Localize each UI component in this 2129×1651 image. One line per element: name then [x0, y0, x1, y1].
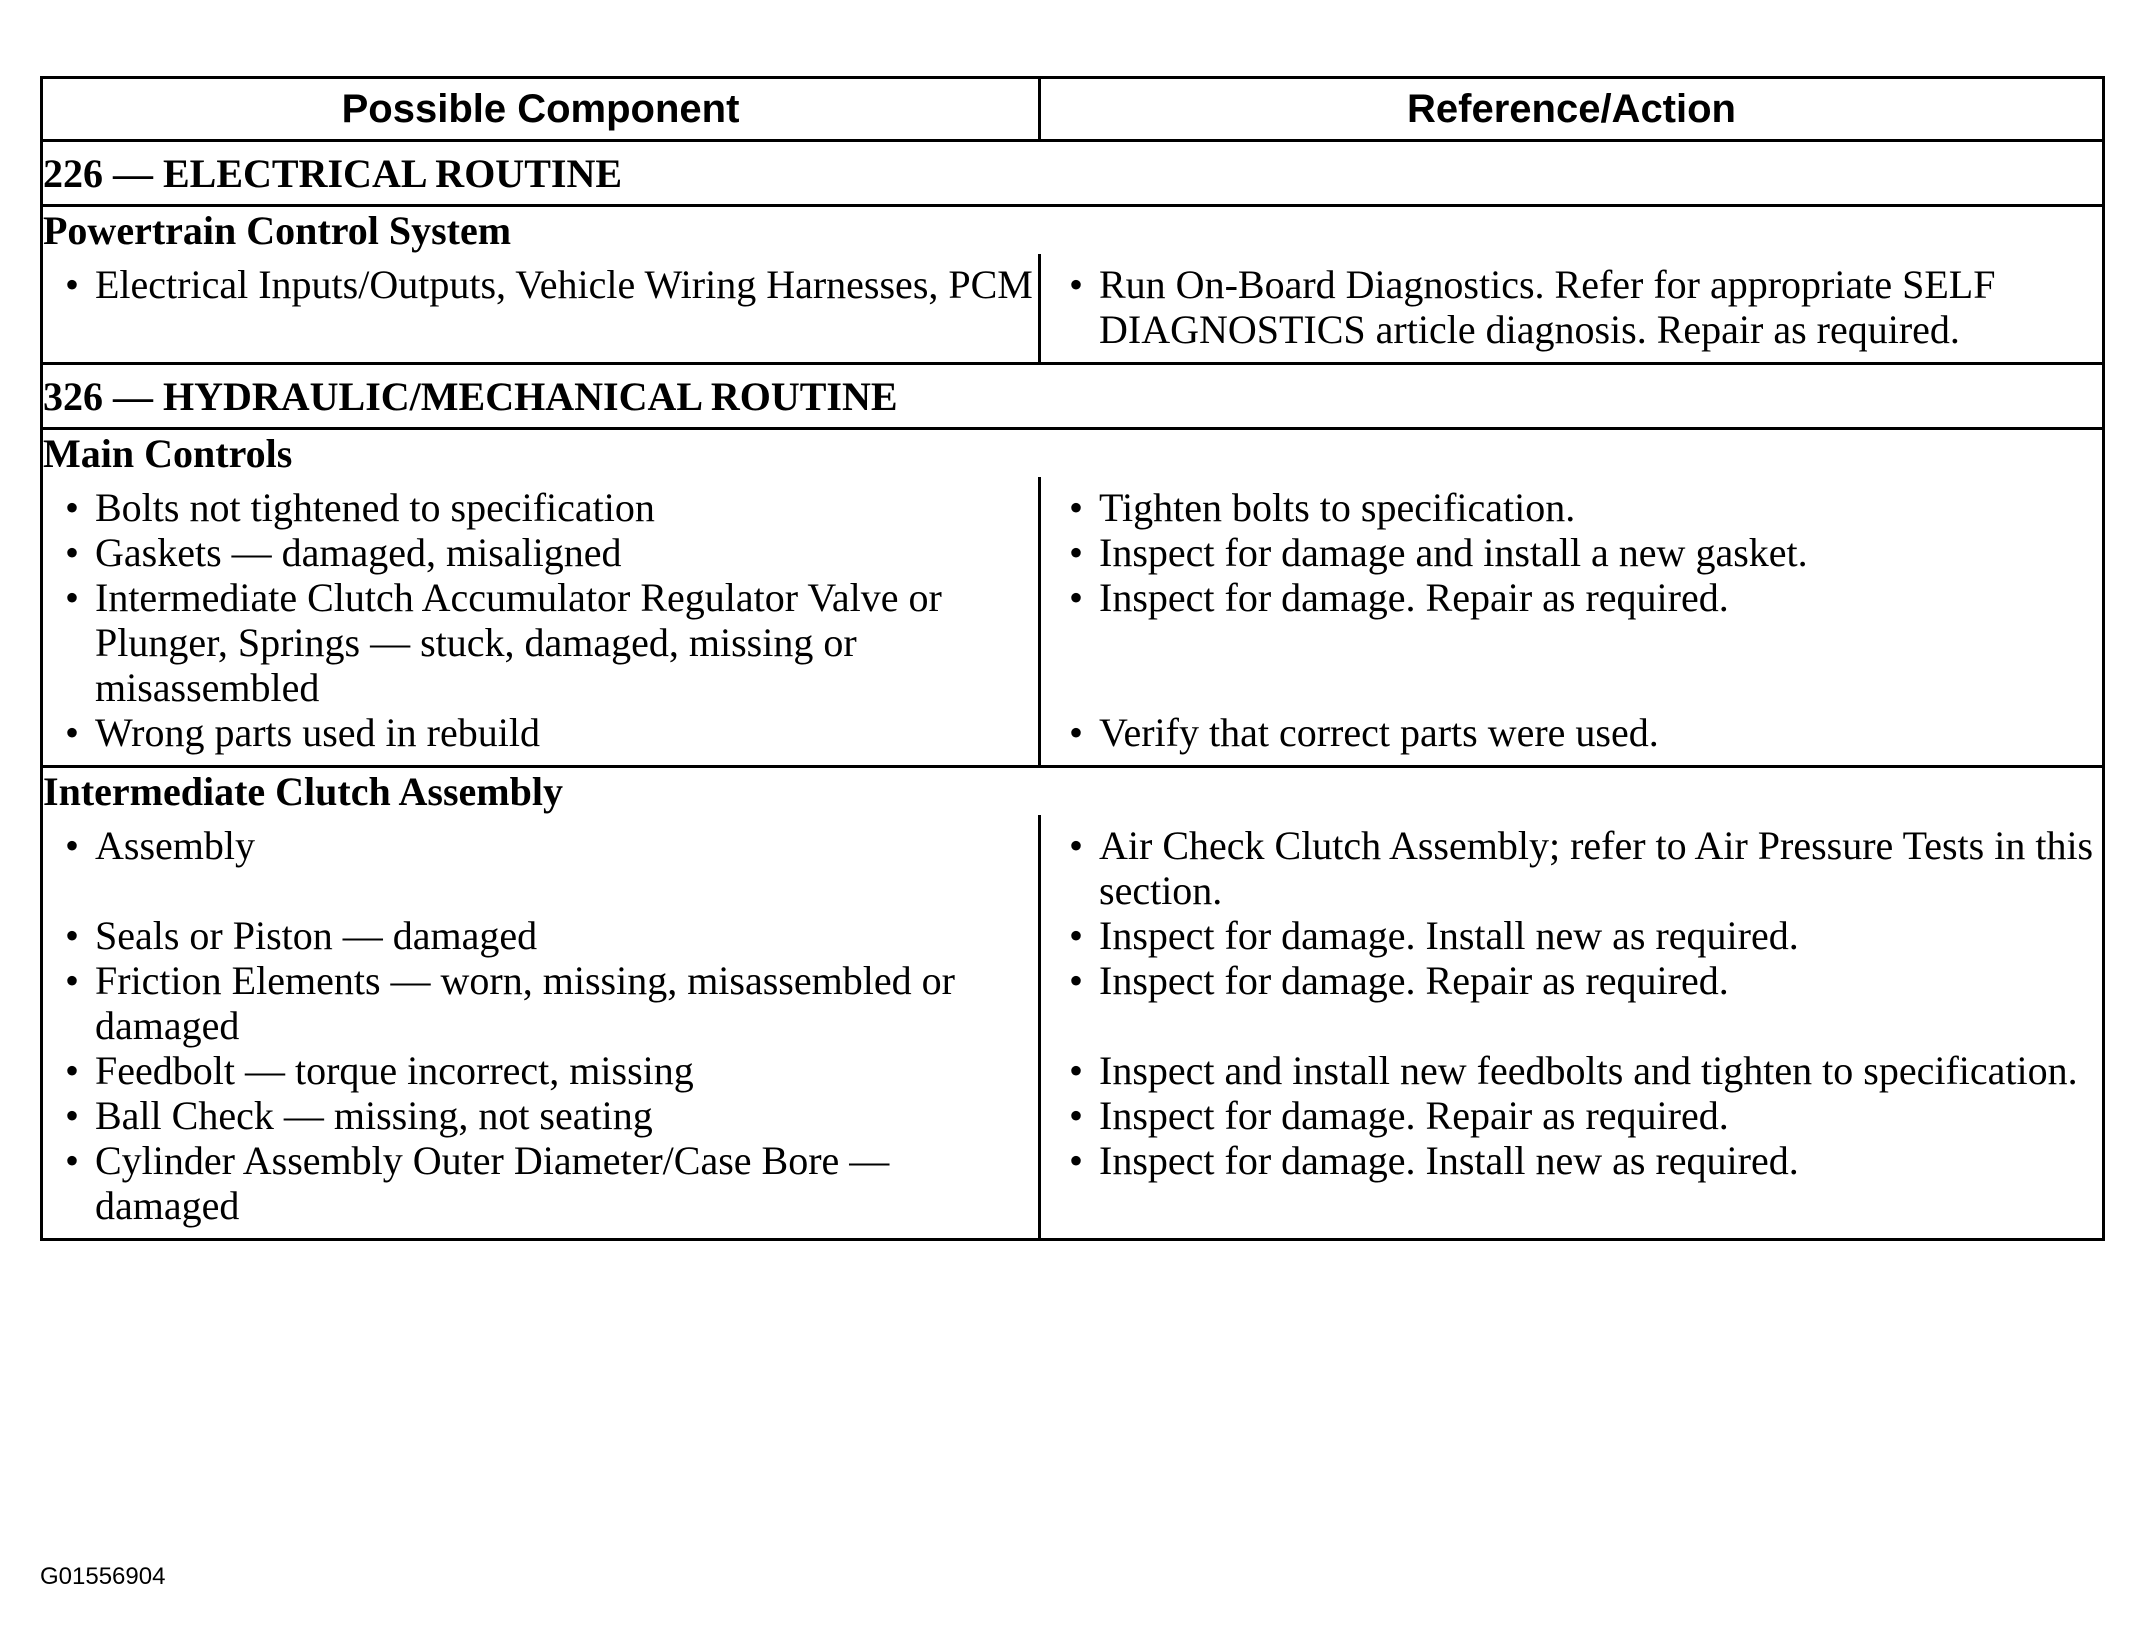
action-cell [1040, 254, 2104, 364]
table-row [42, 575, 2104, 710]
action-cell [1040, 958, 2104, 1048]
component-cell [42, 1048, 1040, 1093]
action-text: Inspect for damage and install a new gasket. [1099, 530, 1808, 575]
component-cell [42, 958, 1040, 1048]
group-title: Main Controls [42, 429, 2104, 478]
header-possible-component: Possible Component [42, 78, 1040, 141]
group-title: Powertrain Control System [42, 206, 2104, 255]
component-text: Ball Check — missing, not seating [95, 1093, 653, 1138]
table-row [42, 710, 2104, 767]
component-cell [42, 1093, 1040, 1138]
table-row [42, 477, 2104, 530]
bullet-icon: • [1068, 710, 1083, 755]
action-cell [1040, 815, 2104, 913]
bullet-icon: • [1068, 575, 1083, 620]
component-cell [42, 575, 1040, 710]
table-row [42, 530, 2104, 575]
component-cell [42, 1138, 1040, 1240]
section-title: 326 — HYDRAULIC/MECHANICAL ROUTINE [42, 364, 2104, 429]
action-cell [1040, 913, 2104, 958]
group-row [42, 206, 2104, 255]
bullet-icon: • [64, 575, 79, 620]
table-row [42, 1138, 2104, 1240]
component-cell [42, 254, 1040, 364]
bullet-icon: • [64, 958, 79, 1003]
group-row [42, 429, 2104, 478]
component-text: Electrical Inputs/Outputs, Vehicle Wiring Harnesses, PCM [95, 262, 1033, 307]
action-cell [1040, 1048, 2104, 1093]
action-text: Inspect for damage. Install new as required. [1099, 1138, 1799, 1183]
section-row [42, 364, 2104, 429]
component-cell [42, 530, 1040, 575]
component-text: Seals or Piston — damaged [95, 913, 538, 958]
action-text: Verify that correct parts were used. [1099, 710, 1659, 755]
section-title: 226 — ELECTRICAL ROUTINE [42, 141, 2104, 206]
component-text: Wrong parts used in rebuild [95, 710, 540, 755]
bullet-icon: • [64, 710, 79, 755]
action-cell [1040, 1138, 2104, 1240]
bullet-icon: • [64, 530, 79, 575]
component-cell [42, 710, 1040, 767]
action-text: Inspect for damage. Repair as required. [1099, 958, 1729, 1003]
bullet-icon: • [1068, 823, 1083, 868]
component-text: Bolts not tightened to specification [95, 485, 655, 530]
diagnosis-table [40, 76, 2105, 1241]
bullet-icon: • [1068, 485, 1083, 530]
component-text: Assembly [95, 823, 255, 868]
diagnosis-table-container [40, 76, 2102, 1241]
action-text: Inspect for damage. Repair as required. [1099, 1093, 1729, 1138]
component-text: Feedbolt — torque incorrect, missing [95, 1048, 694, 1093]
bullet-icon: • [64, 823, 79, 868]
component-cell [42, 913, 1040, 958]
bullet-icon: • [1068, 958, 1083, 1003]
component-text: Gaskets — damaged, misaligned [95, 530, 622, 575]
action-text: Run On-Board Diagnostics. Refer for appropriate SELF DIAGNOSTICS article diagnosis. Repair as required. [1099, 262, 1996, 352]
bullet-icon: • [1068, 1048, 1083, 1093]
component-cell [42, 815, 1040, 913]
group-title: Intermediate Clutch Assembly [42, 767, 2104, 816]
component-text: Cylinder Assembly Outer Diameter/Case Bore — damaged [95, 1138, 890, 1228]
action-cell [1040, 575, 2104, 710]
group-row [42, 767, 2104, 816]
bullet-icon: • [64, 485, 79, 530]
bullet-icon: • [64, 1093, 79, 1138]
action-cell [1040, 710, 2104, 767]
bullet-icon: • [1068, 913, 1083, 958]
action-text: Air Check Clutch Assembly; refer to Air Pressure Tests in this section. [1099, 823, 2094, 913]
table-row [42, 958, 2104, 1048]
table-row [42, 913, 2104, 958]
action-cell [1040, 1093, 2104, 1138]
bullet-icon: • [64, 1138, 79, 1183]
bullet-icon: • [64, 913, 79, 958]
action-text: Inspect for damage. Install new as required. [1099, 913, 1799, 958]
component-text: Intermediate Clutch Accumulator Regulator Valve or Plunger, Springs — stuck, damaged, missing or misassembled [95, 575, 942, 710]
header-reference-action: Reference/Action [1040, 78, 2104, 141]
table-row [42, 815, 2104, 913]
section-row [42, 141, 2104, 206]
action-cell [1040, 477, 2104, 530]
table-header-row [42, 78, 2104, 141]
bullet-icon: • [64, 262, 79, 307]
figure-id: G01556904 [40, 1563, 166, 1590]
table-row [42, 254, 2104, 364]
action-text: Inspect for damage. Repair as required. [1099, 575, 1729, 620]
bullet-icon: • [1068, 1138, 1083, 1183]
table-row [42, 1093, 2104, 1138]
action-text: Inspect and install new feedbolts and tighten to specification. [1099, 1048, 2078, 1093]
action-text: Tighten bolts to specification. [1099, 485, 1576, 530]
bullet-icon: • [1068, 1093, 1083, 1138]
table-row [42, 1048, 2104, 1093]
bullet-icon: • [64, 1048, 79, 1093]
action-cell [1040, 530, 2104, 575]
component-text: Friction Elements — worn, missing, misassembled or damaged [95, 958, 955, 1048]
component-cell [42, 477, 1040, 530]
bullet-icon: • [1068, 262, 1083, 307]
bullet-icon: • [1068, 530, 1083, 575]
